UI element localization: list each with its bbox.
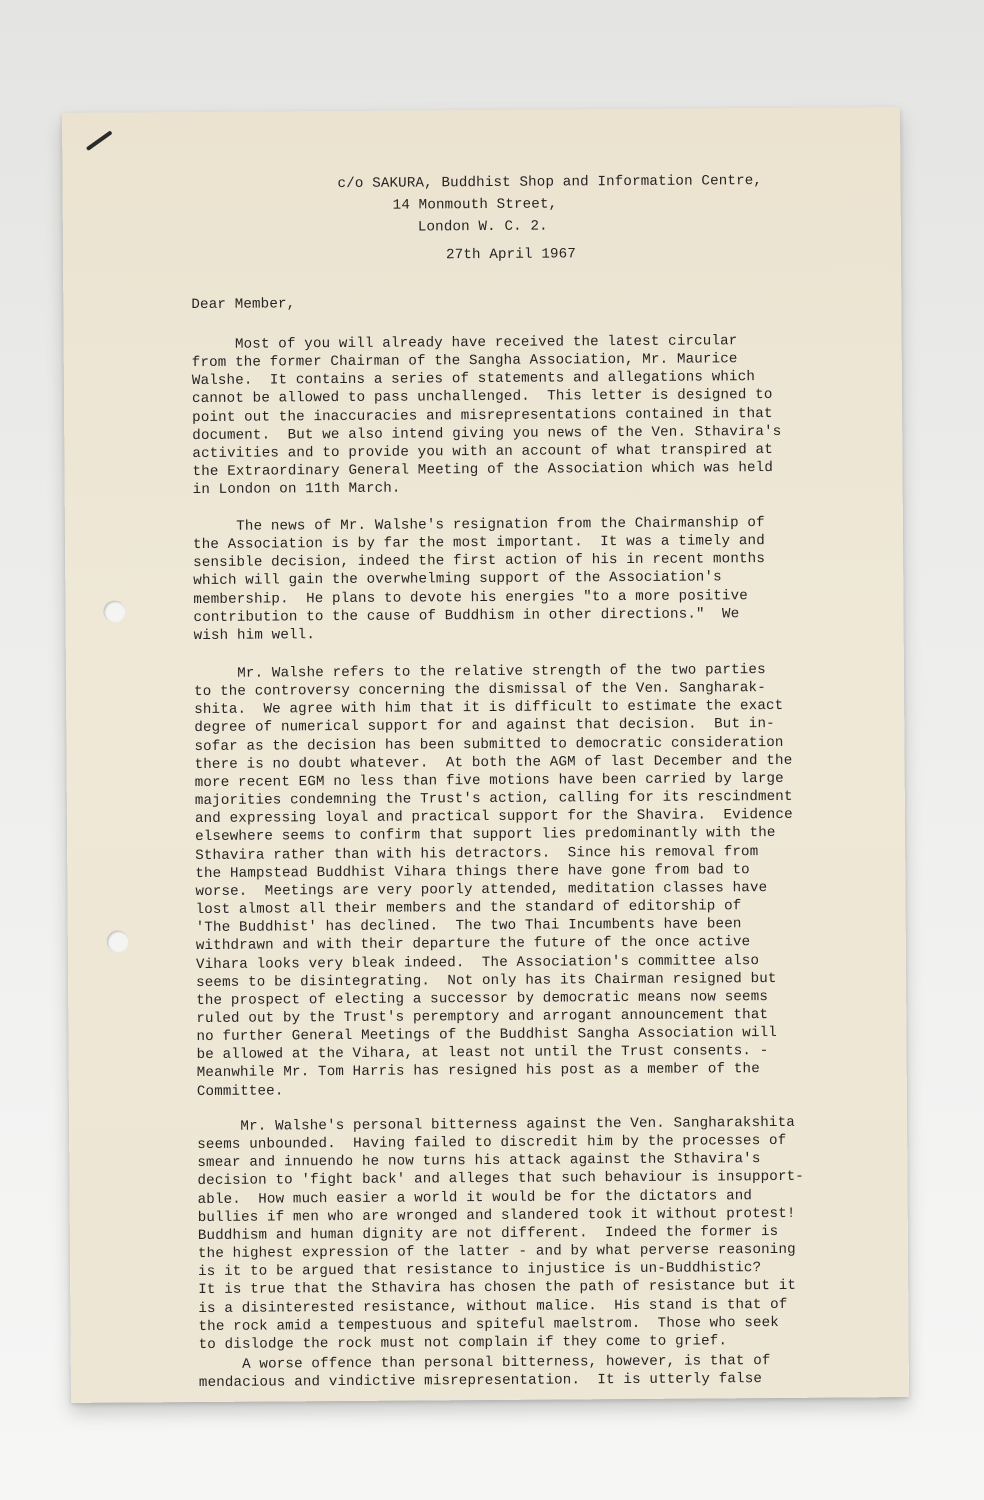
text-line: able. How much easier a world it would be for the dictators and [197,1187,753,1208]
letter-page [62,107,909,1403]
text-line: It is true that the Sthavira has chosen the path of resistance but it [198,1278,797,1299]
text-line: bullies if men who are wronged and slandered took it without protest! [197,1205,796,1226]
text-line: the prospect of electing a successor by democratic means now seems [196,988,769,1009]
text-line: Mr. Walshe refers to the relative strength of the two parties [193,662,766,683]
text-line: Walshe. It contains a series of statements and allegations which [191,369,756,390]
text-line: the rock amid a tempestuous and spiteful maelstrom. Those who seek [198,1314,780,1335]
text-line: cannot be allowed to pass unchallenged. This letter is designed to [191,387,773,408]
paragraph-4 [197,1113,879,1354]
text-line: the Association is by far the most important. It was a timely and [192,533,765,554]
text-line: sensible decision, indeed the first action of his in recent months [193,551,766,572]
text-line: point out the inaccuracies and misrepresentations contained in that [192,405,773,426]
text-line: Meanwhile Mr. Tom Harris has resigned his post as a member of the [196,1061,760,1082]
text-line: is it to be argued that resistance to injustice is un-Buddhistic? [198,1260,762,1281]
text-line: worse. Meetings are very poorly attended, meditation classes have [195,879,768,900]
paragraph-3 [194,660,877,1100]
text-line: be allowed at the Vihara, at least not until the Trust consents. - [196,1043,769,1064]
text-line: contribution to the cause of Buddhism in other directions." We [193,605,740,626]
text-line: Buddhism and human dignity are not different. Indeed the former is [197,1223,779,1244]
text-line: there is no doubt whatever. At both the AGM of last December and the [194,752,793,773]
text-line: seems unbounded. Having failed to discredit him by the processes of [197,1133,787,1154]
text-line: decision to 'fight back' and alleges that such behaviour is insupport- [197,1169,804,1190]
text-line: smear and innuendo he now turns his attack against the Sthavira's [197,1151,761,1172]
text-line: more recent EGM no less than five motions have been carried by large [194,770,784,791]
text-line: activities and to provide you with an account of what transpired at [192,441,773,462]
text-line: and expressing loyal and practical support for the Shavira. Evidence [194,807,793,828]
address-line-3: London W. C. 2. [417,218,548,236]
text-line: to the controversy concerning the dismissal of the Ven. Sangharak- [194,680,766,701]
text-line: sofar as the decision has been submitted to democratic consideration [194,734,784,755]
text-line: Mr. Walshe's personal bitterness against the Ven. Sangharakshita [197,1114,795,1136]
text-line: Most of you will already have received the latest circular [191,333,738,354]
text-line: A worse offence than personal bitterness, however, is that of [198,1353,771,1374]
address-line-1: c/o SAKURA, Buddhist Shop and Information Centre, [337,173,763,193]
text-line: wish him well. [193,627,316,644]
salutation: Dear Member, [191,296,296,314]
text-line: seems to be disintegrating. Not only has its Chairman resigned but [196,970,777,991]
text-line: The news of Mr. Walshe's resignation from the Chairmanship of [192,515,765,536]
text-line: the highest expression of the latter - and by what perverse reasoning [197,1241,796,1263]
paragraph-5 [199,1351,879,1392]
text-line: the Extraordinary General Meeting of the Association which was held [192,460,774,481]
text-line: document. But we also intend giving you news of the Ven. Sthavira's [192,423,782,444]
paragraph-1 [192,331,873,499]
text-line: majorities condemning the Trust's action, calling for its rescindment [194,788,793,810]
text-line: in London on 11th March. [192,480,401,499]
text-line: to dislodge the rock must not complain if they come to grief. [198,1333,728,1353]
text-line: lost almost all their members and the standard of editorship of [195,898,742,919]
paragraph-2 [193,513,874,645]
text-line: mendacious and vindictive misrepresentation. It is utterly false [198,1371,763,1392]
text-line: Sthavira rather than with his detractors. Since his removal from [195,843,759,864]
text-line: the Hampstead Buddhist Vihara things there have gone from bad to [195,861,750,882]
letter-date: 27th April 1967 [445,246,577,264]
typed-text [62,107,909,1403]
text-line: membership. He plans to devote his energies "to a more positive [193,587,748,608]
text-line: withdrawn and with their departure the future of the once active [195,934,751,955]
text-line: elsewhere seems to confirm that support lies predominantly with the [195,825,776,846]
text-line: shita. We agree with him that it is difficult to estimate the exact [194,698,784,719]
text-line: no further General Meetings of the Buddhist Sangha Association will [196,1025,777,1046]
text-line: Vihara looks very bleak indeed. The Association's committee also [195,952,760,973]
text-line: ruled out by the Trust's peremptory and arrogant announcement that [196,1006,769,1027]
text-line: from the former Chairman of the Sangha Association, Mr. Maurice [191,351,738,372]
text-line: degree of numerical support for and against that decision. But in- [194,716,775,737]
text-line: is a disinterested resistance, without malice. His stand is that of [198,1296,788,1317]
text-line: which will gain the overwhelming support of the Association's [193,569,722,590]
text-line: Committee. [196,1082,284,1100]
address-line-2: 14 Monmouth Street, [392,196,558,214]
text-line: 'The Buddhist' has declined. The two Thai Incumbents have been [195,916,742,937]
